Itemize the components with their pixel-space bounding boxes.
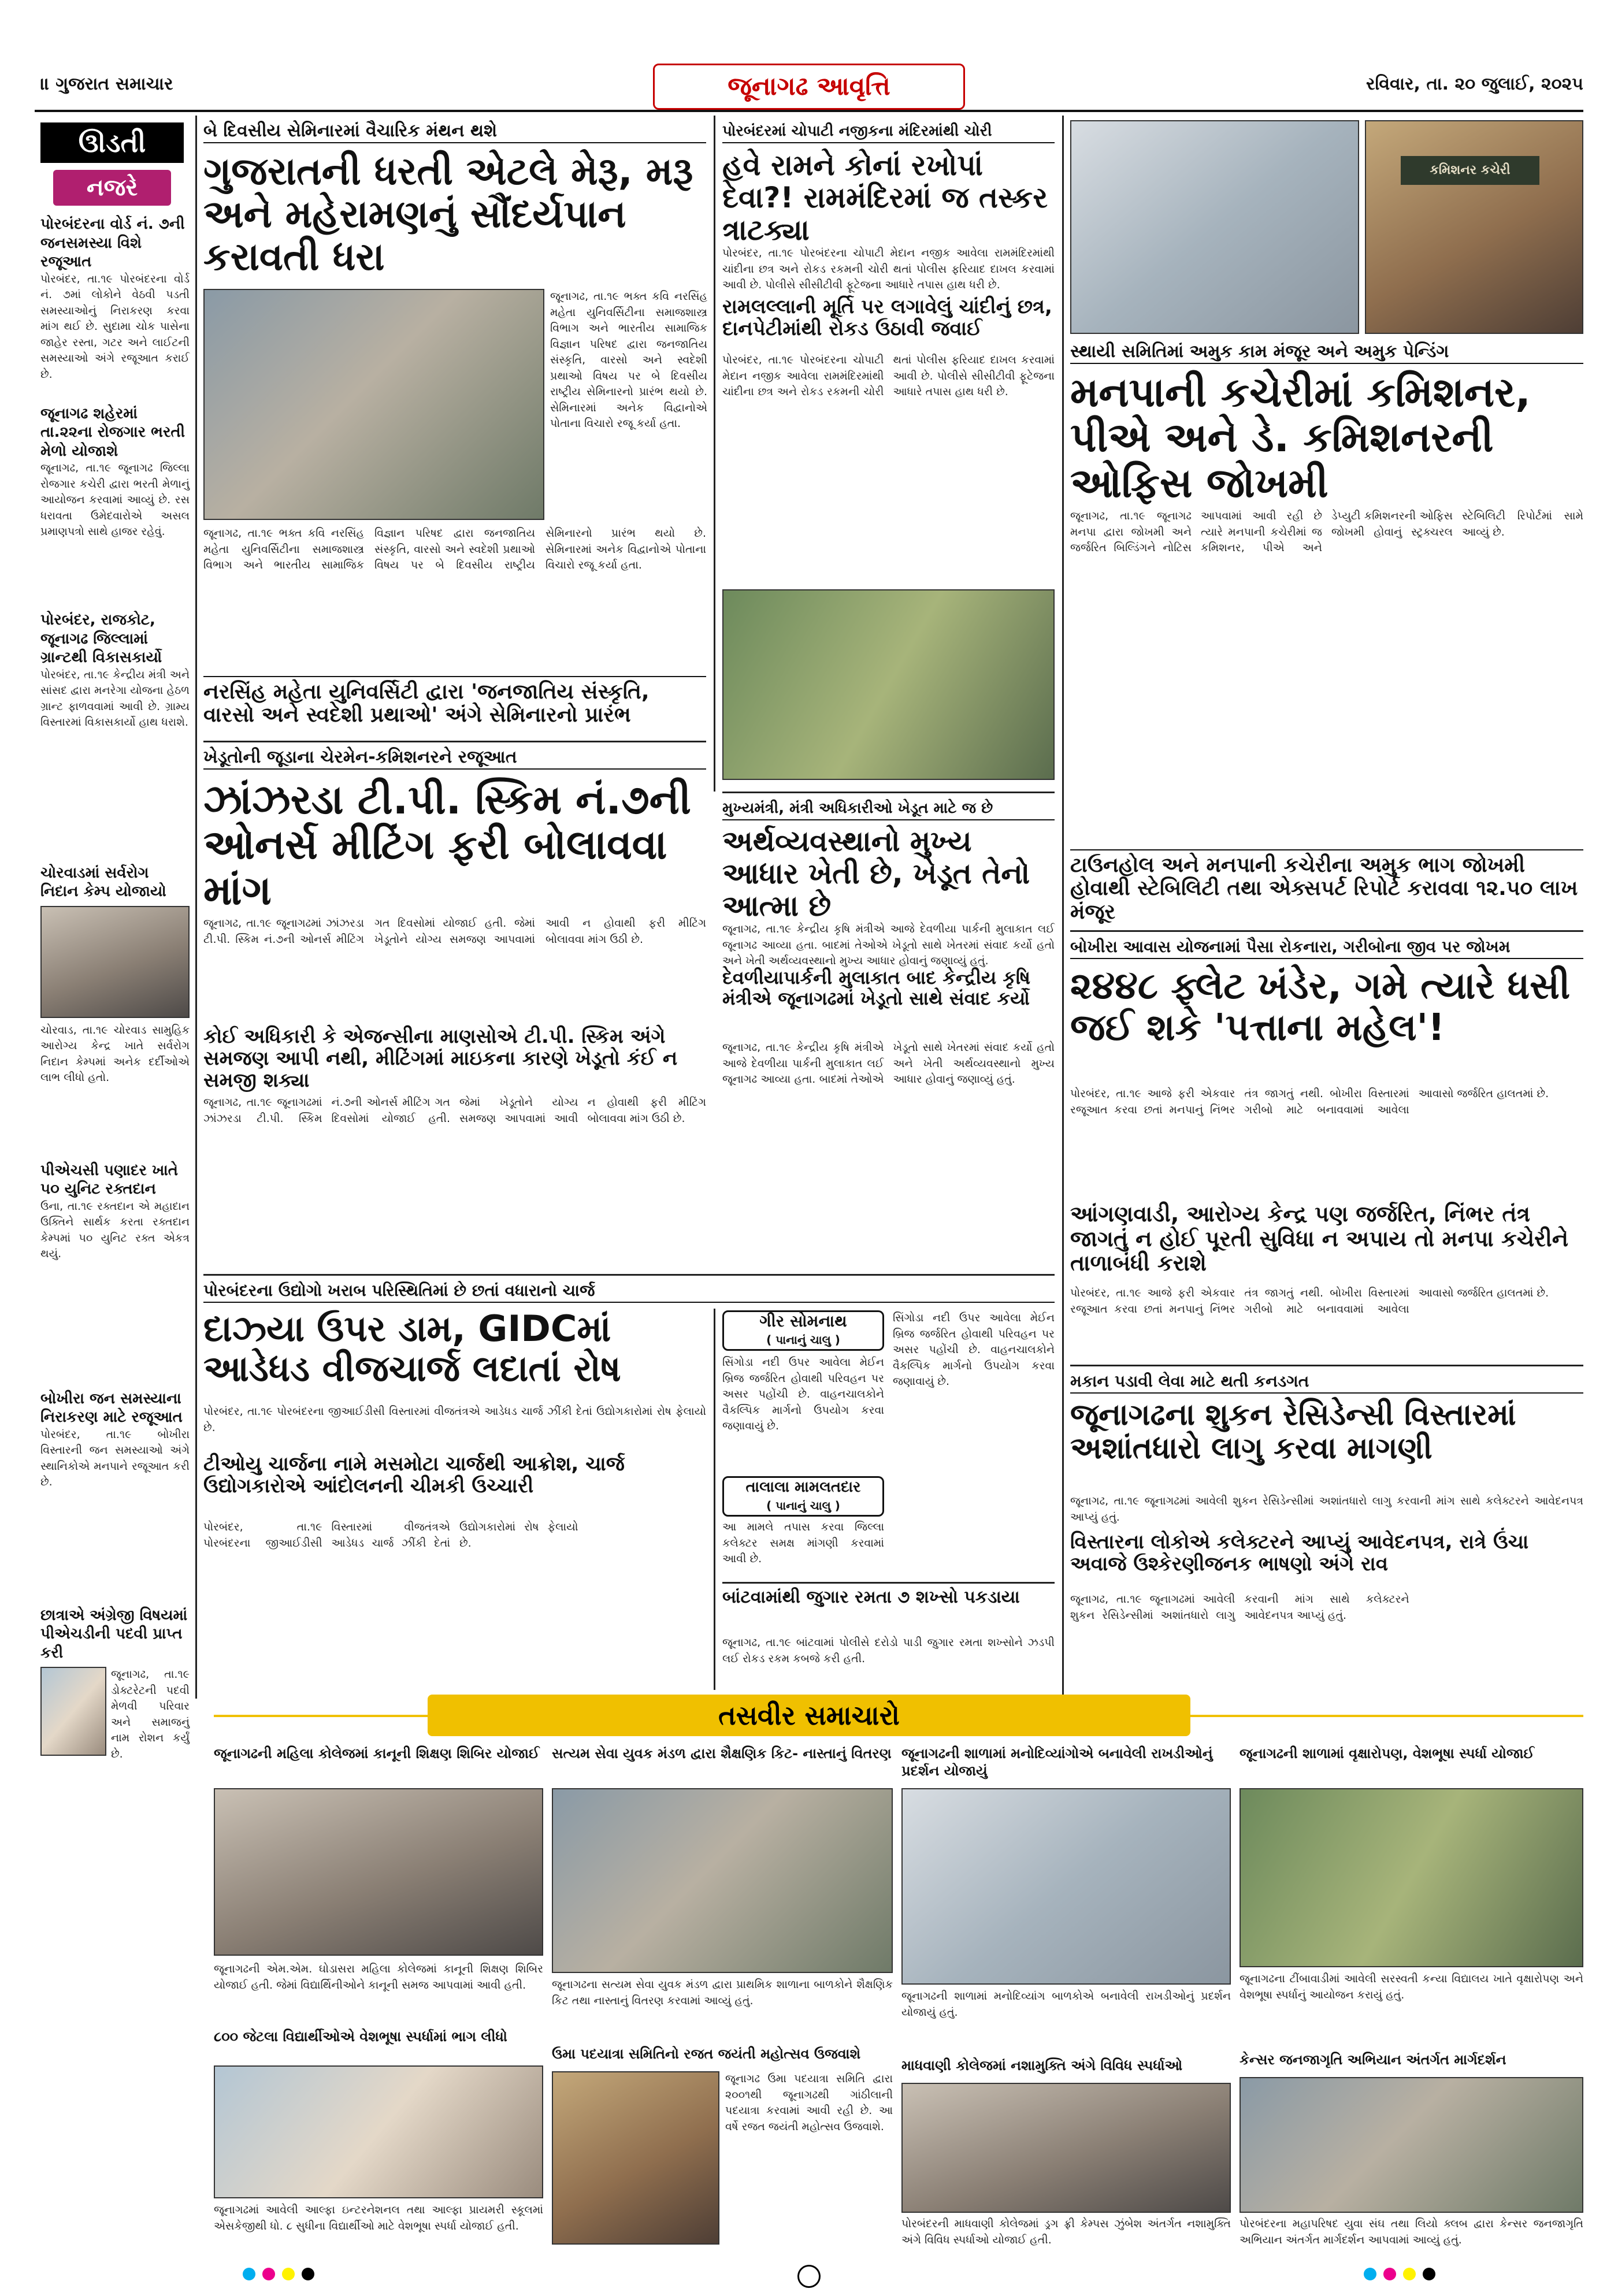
economy-intro: જૂનાગઢ, તા.૧૯ કેન્દ્રીય કૃષિ મંત્રીએ આજે દેવળીયા પાર્કની મુલાકાત લઈ જૂનાગઢ આવ્યા હતા. બાદમાં તેઓએ ખેડૂતો સાથે ખેતરમાં સંવાદ કર્યો હતો અને ખેતી અર્થવ્યવસ્થાનો મુખ્ય આધાર હોવાનું જણાવ્યું હતું. <box>722 923 1055 968</box>
sidebar-photo-student <box>40 1667 106 1756</box>
row-rule <box>722 1582 1055 1584</box>
photo-news-image <box>901 2083 1231 2213</box>
sidebar-item-body: જૂનાગઢ, તા.૧૯ ડોક્ટરેટની પદવી મેળવી પરિવાર અને સમાજનું નામ રોશન કર્યું છે. <box>111 1668 190 1760</box>
sidebar-item-body: પોરબંદર, તા.૧૯ બોખીરા વિસ્તારની જન સમસ્યાઓ અંગે સ્થાનિકોએ મનપાને રજૂઆત કરી છે. <box>40 1428 190 1489</box>
photo-news-head: ઉમા પદયાત્રા સમિતિનો રજત જયંતી મહોત્સવ ઉજવાશે <box>552 2046 861 2062</box>
commissioner-kicker: સ્થાયી સમિતિમાં અમુક કામ મંજૂર અને અમુક પેન્ડિંગ <box>1070 341 1583 364</box>
row-rule <box>1070 930 1583 932</box>
taluka-body: આ મામલે તપાસ કરવા જિલ્લા કલેક્ટર સમક્ષ માંગણી કરવામાં આવી છે. <box>722 1521 884 1566</box>
row-rule <box>722 792 1055 793</box>
photo-news-image <box>552 2071 719 2245</box>
photo-news-caption: જૂનાગઢના સત્યમ સેવા યુવક મંડળ દ્વારા પ્રાથમિક શાળાના બાળકોને શૈક્ષણિક કિટ તથા નાસ્તાનું વિતરણ કરવામાં આવ્યું હતું. <box>552 1978 893 2007</box>
registration-mark <box>797 2265 821 2288</box>
theft-kicker: પોરબંદરમાં ચોપાટી નજીકના મંદિરમાંથી ચોરી <box>722 120 1055 143</box>
theft-photo <box>722 589 1055 780</box>
seminar-kicker: બે દિવસીય સેમિનારમાં વૈચારિક મંથન થશે <box>203 120 706 143</box>
photo-news-head: કેન્સર જનજાગૃતિ અભિયાન અંતર્ગત માર્ગદર્શન <box>1240 2052 1506 2068</box>
seminar-side-text: જૂનાગઢ, તા.૧૯ ભક્ત કવિ નરસિંહ મહેતા યુનિવર્સિટીના સમાજશાસ્ત્ર વિભાગ અને ભારતીય સામાજિક વિજ્ઞાન પરિષદ દ્વારા જનજાતિય સંસ્કૃતિ, વારસો અને સ્વદેશી પ્રથાઓ વિષય પર બે દિવસીય રાષ્ટ્રીય સેમિનારનો પ્રારંભ થયો છે. સેમિનારમાં અનેક વિદ્વાનોએ પોતાના વિચારો રજૂ કર્યા હતા. <box>550 290 707 430</box>
gambling-headline: બાંટવામાંથી જુગાર રમતા ૭ શખ્સો પકડાયા <box>722 1587 1020 1607</box>
theft-subhead: રામલલ્લાની મૂર્તિ પર લગાવેલું ચાંદીનું છત્ર, દાનપેટીમાંથી રોકડ ઉઠાવી જવાઈ <box>722 295 1052 341</box>
photo-news-head: માધવાણી કોલેજમાં નશામુક્તિ અંગે વિવિધ સ્પર્ધાઓ <box>901 2057 1183 2074</box>
photo-news-caption: પોરબંદરના મહાપરિષદ યુવા સંઘ તથા લિયો ક્લબ દ્વારા કેન્સર જનજાગૃતિ અભિયાન અંતર્ગત માર્ગદર્શન આપવામાં આવ્યું હતું. <box>1240 2217 1583 2246</box>
sidebar-item-head: જૂનાગઢ શહેરમાં તા.૨૨ના રોજગાર ભરતી મેળો યોજાશે <box>40 404 185 460</box>
economy-subhead: દેવળીયાપાર્કની મુલાકાત બાદ કેન્દ્રીય કૃષિ મંત્રીએ જૂનાગઢમાં ખેડૂતો સાથે સંવાદ કર્યો <box>722 967 1031 1009</box>
photo-news-caption: જૂનાગઢની શાળામાં મનોદિવ્યાંગ બાળકોએ બનાવેલી રાખડીઓનું પ્રદર્શન યોજાયું હતું. <box>901 1990 1231 2019</box>
sidebar-item-body: પોરબંદર, તા.૧૯ પોરબંદરના વોર્ડ નં. ૭માં લોકોને વેઠવી પડતી સમસ્યાઓનું નિરાકરણ કરવા માંગ થઈ છે. સુદામા ચોક પાસેના જાહેર રસ્તા, ગટર અને લાઈટની સમસ્યાઓ અંગે રજૂઆત કરાઈ છે. <box>40 272 190 381</box>
economy-body: જૂનાગઢ, તા.૧૯ કેન્દ્રીય કૃષિ મંત્રીએ આજે દેવળીયા પાર્કની મુલાકાત લઈ જૂનાગઢ આવ્યા હતા. બાદમાં તેઓએ ખેડૂતો સાથે ખેતરમાં સંવાદ કર્યો હતો અને ખેતી અર્થવ્યવસ્થાનો મુખ્ય આધાર હોવાનું જણાવ્યું હતું. <box>722 1041 1055 1086</box>
economy-kicker: મુખ્યમંત્રી, મંત્રી અધિકારીઓ ખેડૂત માટે જ છે <box>722 797 1055 820</box>
sidebar-item-body: ચોરવાડ, તા.૧૯ ચોરવાડ સામુહિક આરોગ્ય કેન્દ્ર ખાતે સર્વરોગ નિદાન કેમ્પમાં અનેક દર્દીઓએ લાભ લીધો હતો. <box>40 1023 190 1084</box>
sidebar-list <box>40 215 190 1760</box>
taluka-label <box>722 1476 884 1517</box>
column-rule <box>714 116 715 792</box>
gir-body-cont: સિંગોડા નદી ઉપર આવેલા મેઈન બ્રિજ જર્જરિત હોવાથી પરિવહન પર અસર પહોંચી છે. વાહનચાલકોને વૈકલ્પિક માર્ગનો ઉપયોગ કરવા જણાવાયું છે. <box>893 1312 1055 1388</box>
sidebar-item <box>40 1606 190 1760</box>
scheme-kicker: ખેડૂતોની જૂડાના ચેરમેન-કમિશનરને રજૂઆત <box>203 746 706 770</box>
sidebar-item-head: પીએચસી પણાદર ખાતે ૫૦ યુનિટ રક્તદાન <box>40 1161 179 1198</box>
housing-body-cont: પોરબંદર, તા.૧૯ આજે ફરી એકવાર રજૂઆત કરવા છતાં મનપાનું નિંભર તંત્ર જાગતું નથી. બોખીરા વિસ્તારમાં ગરીબો માટે બનાવવામાં આવેલા આવાસો જર્જરિત હાલતમાં છે. <box>1070 1287 1549 1316</box>
sidebar-subtitle: નજરે <box>53 170 171 206</box>
office-door-photo <box>1365 120 1583 334</box>
sidebar-item <box>40 611 190 858</box>
photo-news-image <box>214 1788 543 1956</box>
economy-headline: અર્થવ્યવસ્થાનો મુખ્ય આધાર ખેતી છે, ખેડૂત તેનો આત્મા છે <box>722 824 1030 923</box>
photo-news-caption: જૂનાગઢની એમ.એમ. ઘોડાસરા મહિલા કોલેજમાં કાનૂની શિક્ષણ શિબિર યોજાઈ હતી. જેમાં વિદ્યાર્થિનીઓને કાનૂની સમજ આપવામાં આવી હતી. <box>214 1963 543 1992</box>
taluka-cont: ( પાનાનું ચાલુ ) <box>766 1499 840 1513</box>
sidebar-title: ઊડતી <box>40 122 184 163</box>
sidebar-item-body: પોરબંદર, તા.૧૯ કેન્દ્રીય મંત્રી અને સાંસદ દ્વારા મનરેગા યોજના હેઠળ ગ્રાન્ટ ફાળવવામાં આવી છે. ગ્રામ્ય વિસ્તારમાં વિકાસકાર્યો હાથ ધરાશે. <box>40 668 190 729</box>
gidc-headline: દાઝ્યા ઉપર ડામ, GIDCમાં આડેધડ વીજચાર્જ લદાતાં રોષ <box>203 1307 621 1390</box>
gir-cont: ( પાનાનું ચાલુ ) <box>766 1333 840 1347</box>
photo-news-banner: તસવીર સમાચારો <box>428 1695 1190 1736</box>
color-registration-bar <box>243 2268 321 2283</box>
edition-date: રવિવાર, તા. ૨૦ જુલાઈ, ૨૦૨૫ <box>1366 74 1583 94</box>
edition-title: જૂનાગઢ આવૃત્તિ <box>653 64 965 110</box>
seminar-photo <box>203 289 544 520</box>
theft-body: પોરબંદર, તા.૧૯ પોરબંદરના ચોપાટી મેદાન નજીક આવેલા રામમંદિરમાંથી ચાંદીના છત્ર અને રોકડ રકમની ચોરી થતાં પોલીસ ફરિયાદ દાખલ કરવામાં આવી છે. પોલીસે સીસીટીવી ફૂટેજના આધારે તપાસ હાથ ધરી છે. <box>722 354 1055 399</box>
gambling-body: જૂનાગઢ, તા.૧૯ બાંટવામાં પોલીસે દરોડો પાડી જુગાર રમતા શખ્સોને ઝડપી લઈ રોકડ રકમ કબજે કરી હતી. <box>722 1636 1055 1665</box>
scheme-body-cont: જૂનાગઢ, તા.૧૯ જૂનાગઢમાં ઝાંઝરડા ટી.પી. સ્કિમ નં.૭ની ઓનર્સ મીટિંગ ગત દિવસોમાં યોજાઈ હતી. જેમાં ખેડૂતોને યોગ્ય સમજણ આપવામાં આવી ન હોવાથી ફરી મીટિંગ બોલાવવા માંગ ઉઠી છે. <box>203 1096 706 1125</box>
housing-headline: ૨૪૪૮ ફ્લેટ ખંડેર, ગમે ત્યારે ધસી જઈ શકે 'પત્તાના મહેલ'! <box>1070 965 1571 1049</box>
gir-head: ગીર સોમનાથ <box>759 1312 847 1331</box>
housing-body: પોરબંદર, તા.૧૯ આજે ફરી એકવાર રજૂઆત કરવા છતાં મનપાનું નિંભર તંત્ર જાગતું નથી. બોખીરા વિસ્તારમાં ગરીબો માટે બનાવવામાં આવેલા આવાસો જર્જરિત હાલતમાં છે. <box>1070 1087 1549 1116</box>
office-sign: કમિશનર કચેરી <box>1401 156 1539 185</box>
color-registration-bar <box>1364 2268 1442 2283</box>
sidebar-item <box>40 1161 190 1384</box>
photo-news-caption: જૂનાગઢમાં આવેલી આલ્ફા ઇન્ટરનેશનલ તથા આલ્ફા પ્રાયમરી સ્કૂલમાં એસકેજીથી ધો. ૮ સુધીના વિદ્યાર્થીઓ માટે વેશભૂષા સ્પર્ધા યોજાઈ હતી. <box>214 2204 543 2232</box>
photo-news-head: ૮૦૦ જેટલા વિદ્યાર્થીઓએ વેશભૂષા સ્પર્ધામાં ભાગ લીધો <box>214 2028 507 2045</box>
photo-news-image <box>901 1788 1231 1985</box>
gidc-subhead: ટીઓયુ ચાર્જના નામે મસમોટા ચાર્જથી આક્રોશ, ચાર્જ ઉદ્યોગકારોએ આંદોલનની ચીમકી ઉચ્ચારી <box>203 1452 625 1498</box>
column-rule <box>714 1309 715 1690</box>
photo-news-head: જૂનાગઢની મહિલા કોલેજમાં કાનૂની શિક્ષણ શિબિર યોજાઈ <box>214 1745 540 1762</box>
photo-news-image <box>1240 2077 1583 2213</box>
photo-news-head: જૂનાગઢની શાળામાં વૃક્ષારોપણ, વેશભૂષા સ્પર્ધા યોજાઈ <box>1240 1745 1535 1762</box>
gidc-body: પોરબંદર, તા.૧૯ પોરબંદરના જીઆઈડીસી વિસ્તારમાં વીજતંત્રએ આડેધડ ચાર્જ ઝીંકી દેતાં ઉદ્યોગકારોમાં રોષ ફેલાયો છે. <box>203 1521 578 1550</box>
shukan-kicker: મકાન પડાવી લેવા માટે થતી કનડગત <box>1070 1370 1583 1394</box>
sidebar-item-head: પોરબંદરના વોર્ડ નં. ૭ની જનસમસ્યા વિશે રજૂઆત <box>40 216 185 270</box>
scheme-body: જૂનાગઢ, તા.૧૯ જૂનાગઢમાં ઝાંઝરડા ટી.પી. સ્કિમ નં.૭ની ઓનર્સ મીટિંગ ગત દિવસોમાં યોજાઈ હતી. જેમાં ખેડૂતોને યોગ્ય સમજણ આપવામાં આવી ન હોવાથી ફરી મીટિંગ બોલાવવા માંગ ઉઠી છે. <box>203 917 706 946</box>
commissioner-subhead: ટાઉનહોલ અને મનપાની કચેરીના અમુક ભાગ જોખમી હોવાથી સ્ટેબિલિટી તથા એક્સપર્ટ રિપોર્ટ કરાવવા ૧૨.૫૦ લાખ મંજૂર <box>1070 849 1583 924</box>
sidebar-item-body: ઉના, તા.૧૯ રક્તદાન એ મહાદાન ઉક્તિને સાર્થક કરતા રક્તદાન કેમ્પમાં ૫૦ યુનિટ રક્ત એકત્ર થયું. <box>40 1199 190 1261</box>
photo-news-image <box>214 2065 543 2198</box>
sidebar-item <box>40 404 190 605</box>
gir-body: સિંગોડા નદી ઉપર આવેલા મેઈન બ્રિજ જર્જરિત હોવાથી પરિવહન પર અસર પહોંચી છે. વાહનચાલકોને વૈકલ્પિક માર્ગનો ઉપયોગ કરવા જણાવાયું છે. <box>722 1356 884 1433</box>
scheme-subhead: કોઈ અધિકારી કે એજન્સીના માણસોએ ટી.પી. સ્કિમ અંગે સમજણ આપી નથી, મીટિંગમાં માઇકના કારણે ખેડૂતો કંઈ ન સમજી શક્યા <box>203 1025 678 1093</box>
row-rule <box>203 741 706 742</box>
sidebar-item <box>40 864 190 1156</box>
office-photo <box>1070 120 1359 334</box>
column-rule <box>1062 116 1064 1699</box>
photo-news-caption: જૂનાગઢના ટીંબાવાડીમાં આવેલી સરસ્વતી કન્યા વિદ્યાલય ખાતે વૃક્ષારોપણ અને વેશભૂષા સ્પર્ધાનું આયોજન કરાયું હતું. <box>1240 1972 1583 2001</box>
housing-subhead: આંગણવાડી, આરોગ્ય કેન્દ્ર પણ જર્જરિત, નિંભર તંત્ર જાગતું ન હોઈ પૂરતી સુવિધા ન અપાય તો મનપા કચેરીને તાળાબંધી કરાશે <box>1070 1201 1569 1276</box>
theft-intro: પોરબંદર, તા.૧૯ પોરબંદરના ચોપાટી મેદાન નજીક આવેલા રામમંદિરમાંથી ચાંદીના છત્ર અને રોકડ રકમની ચોરી થતાં પોલીસ ફરિયાદ દાખલ કરવામાં આવી છે. પોલીસે સીસીટીવી ફૂટેજના આધારે તપાસ હાથ ધરી છે. <box>722 247 1055 292</box>
photo-news-head: જૂનાગઢની શાળામાં મનોદિવ્યાંગોએ બનાવેલી રાખડીઓનું પ્રદર્શન યોજાયું <box>901 1745 1213 1779</box>
sidebar-item-head: છાત્રાએ અંગ્રેજી વિષયમાં પીએચડીની પદવી પ્રાપ્ત કરી <box>40 1606 188 1662</box>
photo-news-caption: જૂનાગઢ ઉમા પદયાત્રા સમિતિ દ્વારા ૨૦૦૧થી જૂનાગઢથી ગાંઠીલાની પદયાત્રા કરવામાં આવી રહી છે. આ વર્ષે રજત જયંતી મહોત્સવ ઉજવાશે. <box>725 2072 893 2133</box>
commissioner-body: જૂનાગઢ, તા.૧૯ જૂનાગઢ મનપા દ્વારા જોખમી અને જર્જરિત બિલ્ડિંગને નોટિસ આપવામાં આવી રહી છે ત્યારે મનપાની કચેરીમાં જ કમિશનર, પીએ અને ડેપ્યુટી કમિશનરની ઓફિસ જોખમી હોવાનું સ્ટ્રક્ચરલ સ્ટેબિલિટી રિપોર્ટમાં સામે આવ્યું છે. <box>1070 510 1583 555</box>
photo-news-image <box>552 1788 893 1973</box>
photo-news-image <box>1240 1788 1583 1967</box>
row-rule <box>1070 1365 1583 1366</box>
scheme-headline: ઝાંઝરડા ટી.પી. સ્કિમ નં.૭ની ઓનર્સ મીટિંગ ફરી બોલાવવા માંગ <box>203 776 691 914</box>
gidc-intro: પોરબંદર, તા.૧૯ પોરબંદરના જીઆઈડીસી વિસ્તારમાં વીજતંત્રએ આડેધડ ચાર્જ ઝીંકી દેતાં ઉદ્યોગકારોમાં રોષ ફેલાયો છે. <box>203 1405 706 1434</box>
gir-label <box>722 1310 884 1351</box>
seminar-subhead: નરસિંહ મહેતા યુનિવર્સિટી દ્વારા 'જનજાતિય સંસ્કૃતિ, વારસો અને સ્વદેશી પ્રથાઓ' અંગે સેમિનારનો પ્રારંભ <box>203 676 706 734</box>
gidc-kicker: પોરબંદરના ઉદ્યોગો ખરાબ પરિસ્થિતિમાં છે છતાં વધારાનો ચાર્જ <box>203 1280 1055 1303</box>
photo-news-caption: પોરબંદરની માધવાણી કોલેજમાં ડ્રગ ફ્રી કેમ્પસ ઝુંબેશ અંતર્ગત નશામુક્તિ અંગે વિવિધ સ્પર્ધાઓ યોજાઈ હતી. <box>901 2217 1231 2246</box>
photo-news-head: સત્યમ સેવા યુવક મંડળ દ્વારા શૈક્ષણિક કિટ- નાસ્તાનું વિતરણ <box>552 1745 892 1762</box>
commissioner-headline: મનપાની કચેરીમાં કમિશનર, પીએ અને ડે. કમિશનરની ઓફિસ જોખમી <box>1070 369 1531 507</box>
shukan-intro: જૂનાગઢ, તા.૧૯ જૂનાગઢમાં આવેલી શુકન રેસિડેન્સીમાં અશાંતધારો લાગુ કરવાની માંગ સાથે કલેક્ટરને આવેદનપત્ર આપ્યું હતું. <box>1070 1495 1583 1524</box>
sidebar-item-head: પોરબંદર, રાજકોટ, જૂનાગઢ જિલ્લામાં ગ્રાન્ટથી વિકાસકાર્યો <box>40 611 162 666</box>
column-rule <box>195 116 197 1699</box>
theft-headline: હવે રામને કોનાં રખોપાં દેવા?! રામમંદિરમાં જ તસ્કર ત્રાટક્યા <box>722 148 1048 247</box>
shukan-subhead: વિસ્તારના લોકોએ કલેક્ટરને આપ્યું આવેદનપત્ર, રાત્રે ઉંચા અવાજે ઉશ્કેરણીજનક ભાષણો અંગે રાવ <box>1070 1530 1529 1576</box>
seminar-headline: ગુજરાતની ધરતી એટલે મેરૂ, મરૂ અને મહેરામણનું સૌંદર્યપાન કરાવતી ધરા <box>203 149 693 279</box>
shukan-body: જૂનાગઢ, તા.૧૯ જૂનાગઢમાં આવેલી શુકન રેસિડેન્સીમાં અશાંતધારો લાગુ કરવાની માંગ સાથે કલેક્ટરને આવેદનપત્ર આપ્યું હતું. <box>1070 1593 1409 1622</box>
sidebar-item <box>40 215 190 399</box>
masthead-left: ॥ ગુજરાત સમાચાર <box>40 74 173 94</box>
taluka-head: તાલાલા મામલતદાર <box>745 1478 861 1496</box>
sidebar-photo-camp <box>40 906 190 1018</box>
shukan-headline: જૂનાગઢના શુકન રેસિડેન્સી વિસ્તારમાં અશાંતધારો લાગુ કરવા માગણી <box>1070 1398 1516 1466</box>
sidebar-item <box>40 1390 190 1600</box>
housing-kicker: બોખીરા આવાસ યોજનામાં પૈસા રોકનારા, ગરીબોના જીવ પર જોખમ <box>1070 936 1583 959</box>
header-rule <box>35 110 1583 112</box>
row-rule <box>203 1274 1055 1276</box>
sidebar-item-head: બોખીરા જન સમસ્યાના નિરાકરણ માટે રજૂઆત <box>40 1390 183 1426</box>
sidebar-item-head: ચોરવાડમાં સર્વરોગ નિદાન કેમ્પ યોજાયો <box>40 864 166 900</box>
seminar-body: જૂનાગઢ, તા.૧૯ ભક્ત કવિ નરસિંહ મહેતા યુનિવર્સિટીના સમાજશાસ્ત્ર વિભાગ અને ભારતીય સામાજિક વિજ્ઞાન પરિષદ દ્વારા જનજાતિય સંસ્કૃતિ, વારસો અને સ્વદેશી પ્રથાઓ વિષય પર બે દિવસીય રાષ્ટ્રીય સેમિનારનો પ્રારંભ થયો છે. સેમિનારમાં અનેક વિદ્વાનોએ પોતાના વિચારો રજૂ કર્યા હતા. <box>203 527 706 572</box>
sidebar-item-body: જૂનાગઢ, તા.૧૯ જૂનાગઢ જિલ્લા રોજગાર કચેરી દ્વારા ભરતી મેળાનું આયોજન કરવામાં આવ્યું છે. રસ ધરાવતા ઉમેદવારોએ અસલ પ્રમાણપત્રો સાથે હાજર રહેવું. <box>40 462 190 538</box>
